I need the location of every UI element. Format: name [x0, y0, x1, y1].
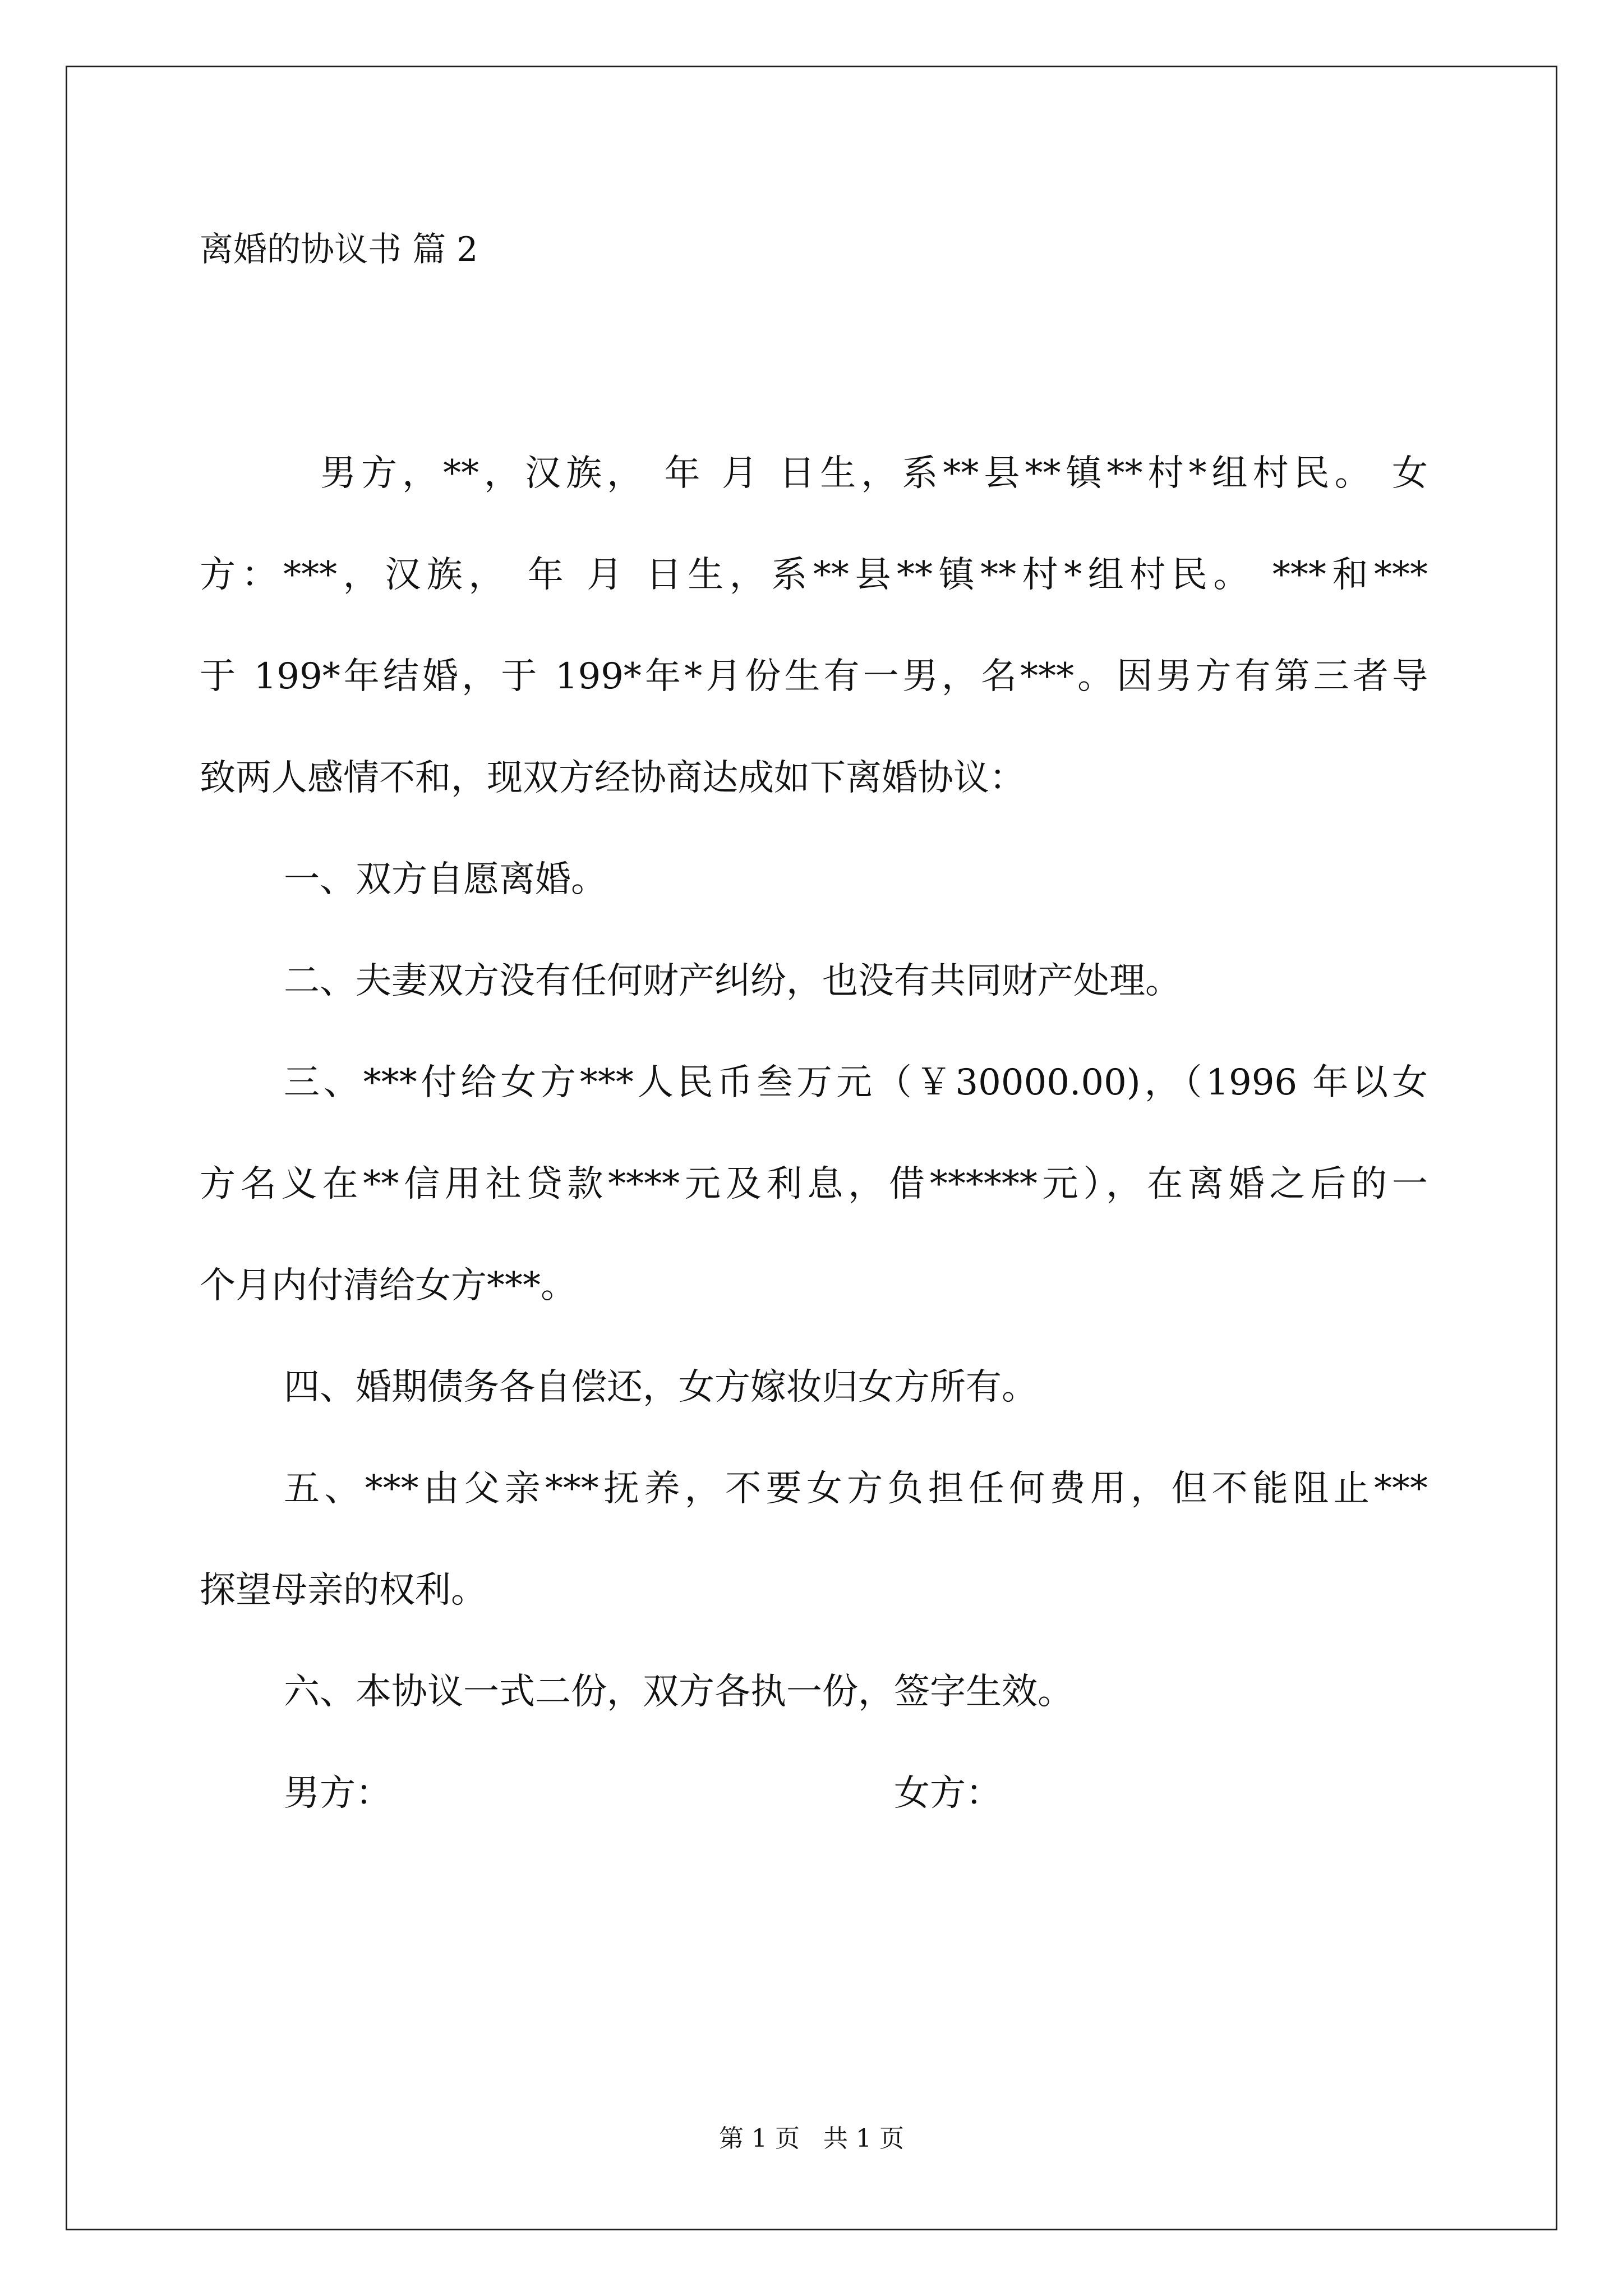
female-signature-label: 女方：	[894, 1773, 1002, 1814]
page-border	[66, 66, 1557, 2230]
clause-4: 四、婚期债务各自偿还，女方嫁妆归女方所有。	[284, 1366, 1038, 1408]
page-footer: 第 1 页 共 1 页	[719, 2124, 904, 2153]
clause-3-line: 个月内付清给女方***。	[200, 1265, 577, 1306]
paragraph-line: 方：***，汉族， 年 月 日生，系**县**镇**村*组村民。 ***和***	[200, 554, 1428, 596]
document-title: 离婚的协议书 篇 2	[200, 230, 478, 269]
paragraph-line: 于 199*年结婚，于 199*年*月份生有一男，名***。因男方有第三者导	[200, 656, 1428, 697]
clause-6: 六、本协议一式二份，双方各执一份，签字生效。	[284, 1671, 1073, 1713]
clause-5-line: 探望母亲的权利。	[200, 1570, 487, 1611]
male-signature-label: 男方：	[284, 1773, 391, 1814]
clause-5-line: 五、***由父亲***抚养，不要女方负担任何费用，但不能阻止***	[284, 1468, 1428, 1510]
clause-2: 二、夫妻双方没有任何财产纠纷，也没有共同财产处理。	[284, 960, 1181, 1002]
clause-3-line: 方名义在**信用社贷款****元及利息，借******元），在离婚之后的一	[200, 1163, 1428, 1205]
clause-1: 一、双方自愿离婚。	[284, 859, 607, 900]
paragraph-line: 致两人感情不和，现双方经协商达成如下离婚协议：	[200, 757, 1025, 799]
clause-3-line: 三、***付给女方***人民币叁万元（￥30000.00)，（1996 年以女	[284, 1062, 1428, 1103]
paragraph-line: 男方，**，汉族， 年 月 日生，系**县**镇**村*组村民。 女	[320, 453, 1428, 494]
